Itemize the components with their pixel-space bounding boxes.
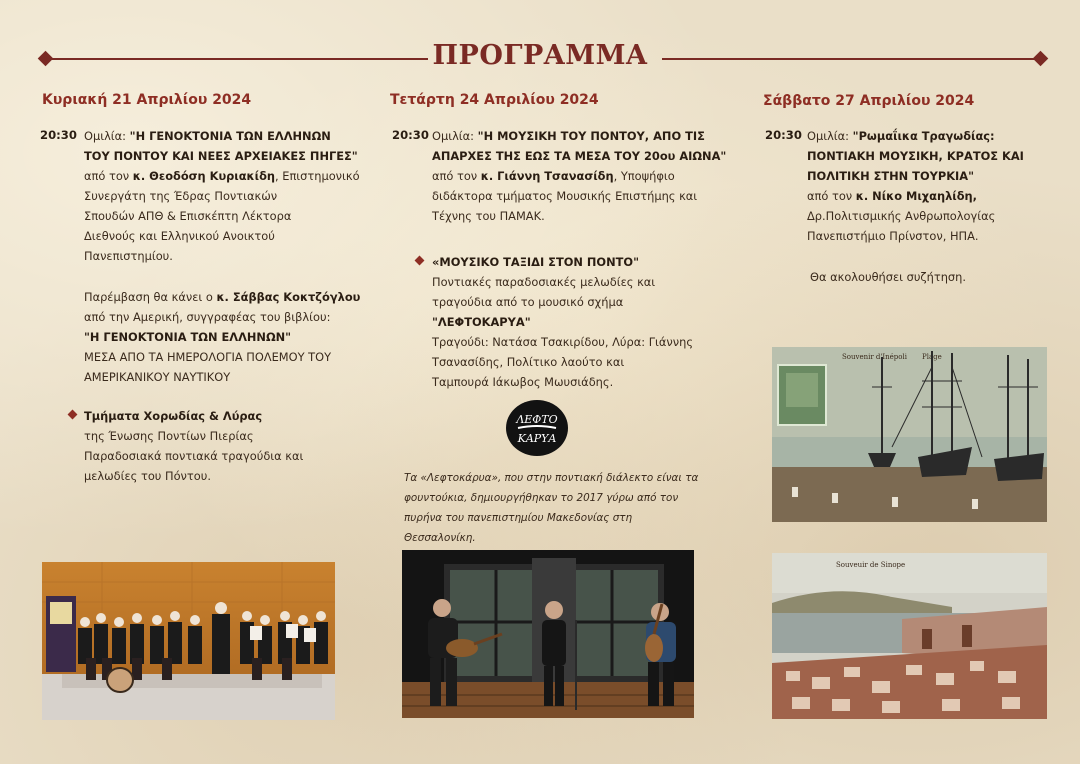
col1-date: Κυριακή 21 Απριλίου 2024 [42,92,252,108]
col2-performance-text: Ταμπουρά Ιάκωβος Μωυσιάδης. [432,375,614,389]
col2-performance-title: «ΜΟΥΣΙΚΟ ΤΑΞΙΔΙ ΣΤΟΝ ΠΟΝΤΟ" [432,255,640,269]
col1-interlude-line [84,307,384,327]
col2-talk-text: ΑΠΑΡΧΕΣ ΤΗΣ ΕΩΣ ΤΑ ΜΕΣΑ ΤΟΥ 20ου ΑΙΩΝΑ" [432,149,727,163]
col1-talk-line [84,166,384,186]
col2-talk-description [432,126,732,226]
col2-talk-line [432,166,732,186]
col1-interlude-text: Παρέμβαση θα κάνει ο [84,290,217,304]
col1-talk-description [84,126,384,266]
col3-talk-line [807,226,1067,246]
col2-performance-line [432,312,732,332]
col1-performance [84,406,384,486]
postcard1-caption: Souvenir d'Inépoli [842,353,907,361]
col2-performance-text: Τραγούδι: Νατάσα Τσακιρίδου, Λύρα: Γιάννης [432,335,694,349]
col1-talk-line [84,246,384,266]
col2-talk-line [432,186,732,206]
logo-text-top: ΛΕΦΤΟ [516,413,558,426]
col3-talk-text: κ. Νίκο Μιχαηλίδη, [855,189,977,203]
col1-talk-text: ΤΟΥ ΠΟΝΤΟΥ ΚΑΙ ΝΕΕΣ ΑΡΧΕΙΑΚΕΣ ΠΗΓΕΣ" [84,149,358,163]
col2-performance-text: Ποντιακές παραδοσιακές μελωδίες και [432,275,656,289]
col3-talk-text: ΠΟΝΤΙΑΚΗ ΜΟΥΣΙΚΗ, ΚΡΑΤΟΣ ΚΑΙ [807,149,1024,163]
col1-talk-text: Διεθνούς και Ελληνικού Ανοικτού [84,229,275,243]
col2-performance-line [432,292,732,312]
col2-performance [432,252,732,392]
col2-talk-text: Ομιλία: [432,129,478,143]
col1-performance-title: Τμήματα Χορωδίας & Λύρας [84,409,263,423]
col1-interlude-line [84,327,384,347]
col2-talk-line [432,206,732,226]
col1-talk-text: , Επιστημονικό [275,169,360,183]
col2-performance-text: "ΛΕΦΤΟΚΑΡΥΑ" [432,315,531,329]
col3-talk-line [807,146,1067,166]
col3-talk-description [807,126,1067,246]
col2-talk-line [432,146,732,166]
col2-date: Τετάρτη 24 Απριλίου 2024 [390,92,599,108]
inepoli-postcard-photo [772,347,1047,522]
col2-talk-line [432,126,732,146]
col2-bullet-icon [415,256,425,266]
col1-performance-line: μελωδίες του Πόντου. [84,469,211,483]
col1-interlude [84,287,384,387]
col3-discussion: Θα ακολουθήσει συζήτηση. [810,270,966,284]
col1-performance-line: της Ένωσης Ποντίων Πιερίας [84,429,254,443]
col1-talk-line [84,226,384,246]
choir-concert-photo [42,562,335,720]
note-line: Τα «Λεφτοκάρυα», που στην ποντιακή διάλεκτο είναι τα [404,472,699,484]
col3-talk-text: "Ρωμαΐικα Τραγωδίας: [852,129,995,143]
leftokarya-logo [504,398,570,458]
col2-performance-text: τραγούδια από το μουσικό σχήμα [432,295,624,309]
col1-interlude-text: ΜΕΣΑ ΑΠΟ ΤΑ ΗΜΕΡΟΛΟΓΙΑ ΠΟΛΕΜΟΥ ΤΟΥ [84,350,332,364]
postcard1-caption2: Plage [922,353,942,361]
col1-talk-text: Συνεργάτη της Έδρας Ποντιακών [84,189,278,203]
col2-note [404,468,704,548]
col1-talk-text: κ. Θεοδόση Κυριακίδη [132,169,276,183]
col3-date: Σάββατο 27 Απριλίου 2024 [763,93,975,109]
trio-stage-photo [402,550,694,718]
col2-performance-line [432,352,732,372]
col2-talk-text: , Υποψήφιο [613,169,675,183]
col1-interlude-text: "Η ΓΕΝΟΚΤΟΝΙΑ ΤΩΝ ΕΛΛΗΝΩΝ" [84,330,292,344]
col1-talk-text: από τον [84,169,133,183]
postcard2-caption: Souveuir de Sinope [836,561,906,569]
logo-text-bottom: ΚΑΡΥΑ [517,432,557,445]
col3-talk-text: ΠΟΛΙΤΙΚΗ ΣΤΗΝ ΤΟΥΡΚΙΑ" [807,169,975,183]
col1-interlude-text: ΑΜΕΡΙΚΑΝΙΚΟΥ ΝΑΥΤΙΚΟΥ [84,370,231,384]
col2-talk-text: "Η ΜΟΥΣΙΚΗ ΤΟΥ ΠΟΝΤΟΥ, ΑΠΟ ΤΙΣ [477,129,705,143]
col1-interlude-line [84,347,384,367]
page-title: ΠΡΟΓΡΑΜΜΑ [432,40,648,71]
col3-talk-text: Δρ.Πολιτισμικής Ανθρωπολογίας [807,209,996,223]
col1-interlude-text: κ. Σάββας Κοκτζόγλου [216,290,361,304]
col1-talk-text: "Η ΓΕΝΟΚΤΟΝΙΑ ΤΩΝ ΕΛΛΗΝΩΝ [129,129,331,143]
sinope-postcard-photo [772,553,1047,719]
col2-performance-text: Τσανασίδης, Πολίτικο λαούτο και [432,355,625,369]
col3-talk-text: από τον [807,189,856,203]
col3-talk-line [807,206,1067,226]
col1-interlude-line [84,367,384,387]
col1-talk-line [84,186,384,206]
note-line: πυρήνα του πανεπιστημίου Μακεδονίας στη Θεσσαλονίκη. [404,512,633,544]
col1-talk-text: Σπουδών ΑΠΘ & Επισκέπτη Λέκτορα [84,209,292,223]
col1-talk-text: Ομιλία: [84,129,130,143]
col1-talk-line [84,146,384,166]
col2-time: 20:30 [392,128,429,142]
col2-performance-line [432,272,732,292]
right-header-rule [662,58,1042,60]
col1-talk-line [84,126,384,146]
col1-interlude-line [84,287,384,307]
col3-time: 20:30 [765,128,802,142]
col3-talk-line [807,126,1067,146]
col3-talk-text: Πανεπιστήμιο Πρίνστον, ΗΠΑ. [807,229,979,243]
col2-talk-text: από τον [432,169,481,183]
col1-performance-line: Παραδοσιακά ποντιακά τραγούδια και [84,449,304,463]
col1-time: 20:30 [40,128,77,142]
col2-talk-text: διδάκτορα τμήματος Μουσικής Επιστήμης και [432,189,698,203]
col1-bullet-icon [68,410,78,420]
note-line: φουντούκια, δημιουργήθηκαν το 2017 γύρω από τον [404,492,679,504]
col1-talk-line [84,206,384,226]
col3-talk-line [807,186,1067,206]
col1-interlude-text: από την Αμερική, συγγραφέας του βιβλίου: [84,310,331,324]
col3-talk-line [807,166,1067,186]
col3-talk-text: Ομιλία: [807,129,853,143]
col2-talk-text: Τέχνης του ΠΑΜΑΚ. [432,209,545,223]
col1-talk-text: Πανεπιστημίου. [84,249,173,263]
col2-performance-line [432,372,732,392]
col2-talk-text: κ. Γιάννη Τσανασίδη [480,169,614,183]
col2-performance-line [432,332,732,352]
